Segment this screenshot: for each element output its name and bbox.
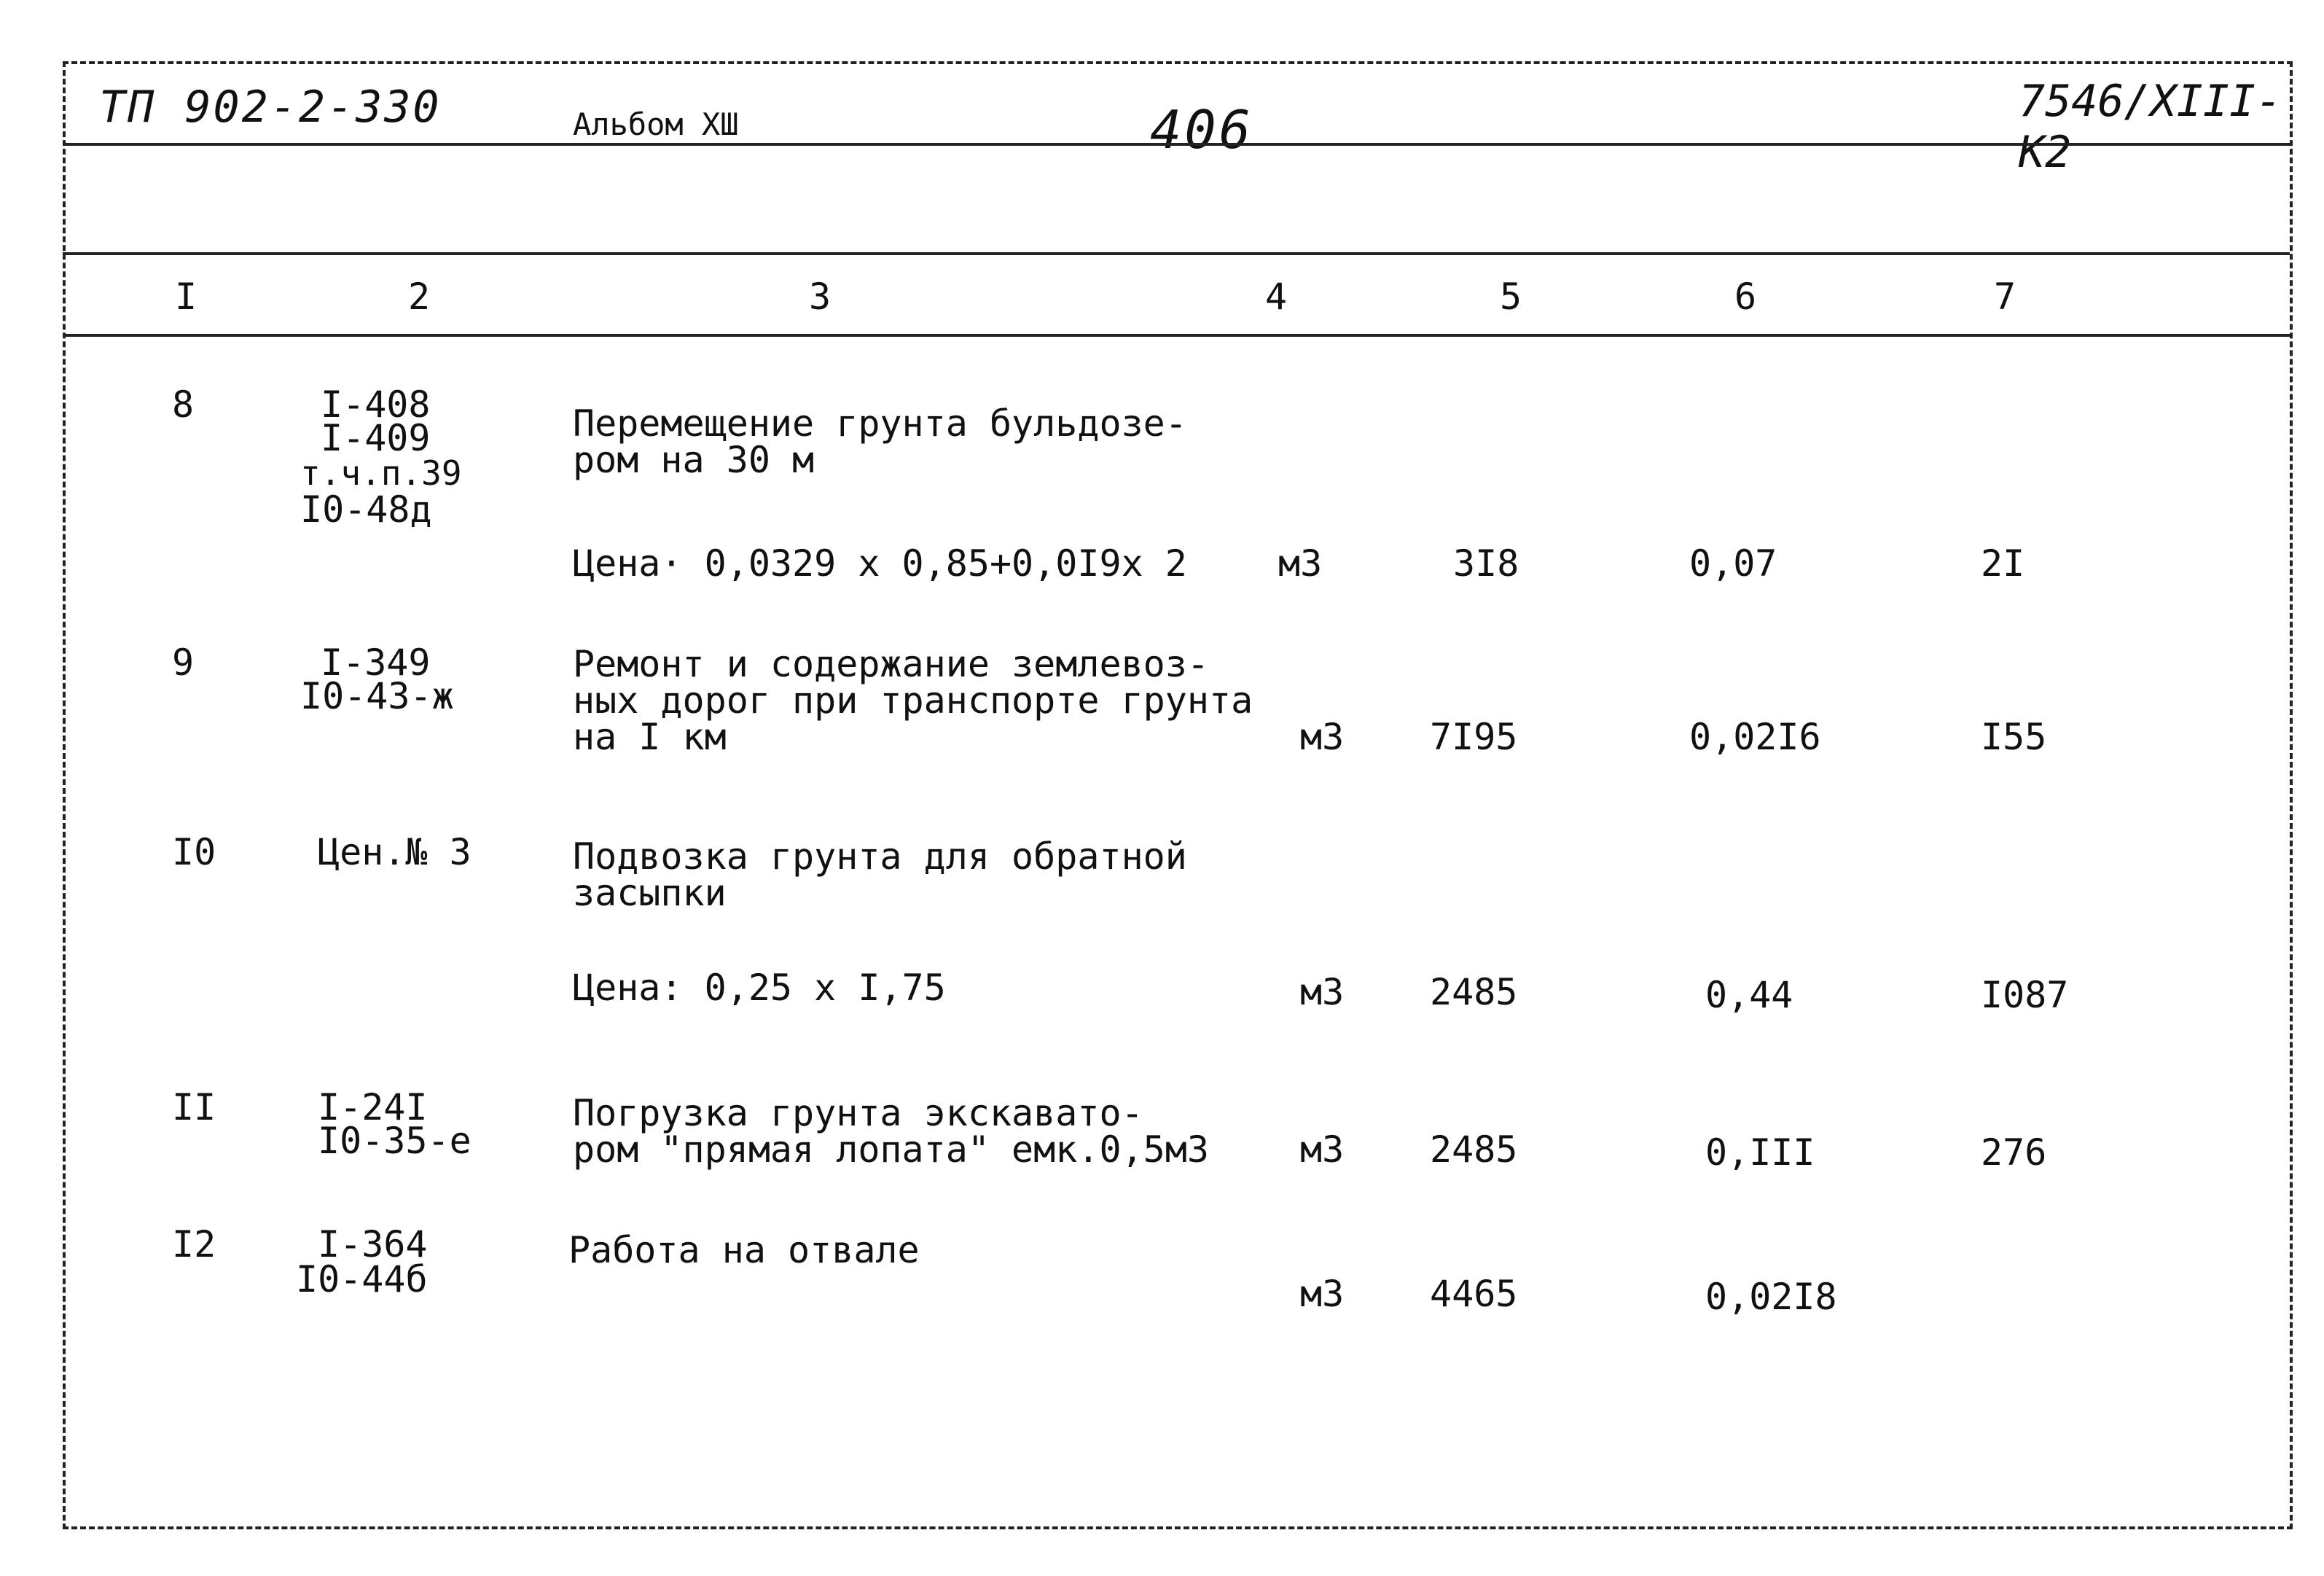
- unit: м3: [1300, 1273, 1345, 1315]
- row-number: II: [172, 1086, 216, 1128]
- quantity: 3I8: [1453, 542, 1519, 585]
- column-header-7: 7: [1994, 276, 2016, 318]
- table-top-rule: [63, 252, 2290, 255]
- page-number: 406: [1150, 99, 1254, 160]
- total-cost: 2I: [1981, 542, 2025, 585]
- norm-ref: I-409: [321, 417, 431, 459]
- norm-ref: I-24I: [318, 1086, 428, 1128]
- album-label: Альбом XШ: [573, 106, 739, 142]
- column-header-2: 2: [408, 276, 431, 318]
- page-frame: [63, 61, 2293, 1529]
- total-cost: 276: [1981, 1131, 2047, 1174]
- column-header-6: 6: [1734, 276, 1757, 318]
- unit-rate: 0,07: [1689, 542, 1777, 585]
- work-description: Перемещение грунта бульдозе- ром на 30 м: [573, 402, 1187, 481]
- norm-ref: I-364: [318, 1223, 428, 1265]
- unit: м3: [1300, 1128, 1345, 1171]
- unit-rate: 0,02I6: [1689, 716, 1821, 758]
- row-number: 8: [172, 383, 195, 426]
- norm-ref: т.ч.п.39: [300, 453, 462, 493]
- quantity: 7I95: [1430, 716, 1518, 758]
- column-header-5: 5: [1500, 276, 1522, 318]
- quantity: 2485: [1430, 1128, 1518, 1171]
- work-description: Работа на отвале: [568, 1229, 920, 1271]
- column-header-1: I: [175, 276, 197, 318]
- document-title: ТП 902-2-330: [99, 82, 442, 133]
- header-rule: [63, 143, 2290, 146]
- norm-ref: I0-44б: [296, 1258, 428, 1300]
- norm-ref: I-349: [321, 641, 431, 684]
- row-number: I2: [172, 1223, 216, 1265]
- price-formula: Цена: 0,25 х I,75: [573, 967, 946, 1009]
- unit-rate: 0,III: [1705, 1131, 1815, 1174]
- document-code: 7546/XIII-K2: [2019, 76, 2282, 178]
- work-description: Погрузка грунта экскавато- ром "прямая лопата" емк.0,5м3: [573, 1092, 1209, 1171]
- total-cost: I087: [1981, 974, 2069, 1016]
- column-header-rule: [63, 334, 2290, 337]
- quantity: 2485: [1430, 971, 1518, 1013]
- norm-ref: I0-43-ж: [300, 675, 454, 717]
- total-cost: I55: [1981, 716, 2047, 758]
- column-header-3: 3: [809, 276, 832, 318]
- work-description: Подвозка грунта для обратной засыпки: [573, 835, 1187, 914]
- quantity: 4465: [1430, 1273, 1518, 1315]
- norm-ref: I0-48д: [300, 488, 432, 531]
- unit: м3: [1278, 542, 1323, 585]
- unit-rate: 0,44: [1705, 974, 1793, 1016]
- norm-ref: I-408: [321, 383, 431, 426]
- unit: м3: [1300, 716, 1345, 758]
- price-formula: Цена· 0,0329 х 0,85+0,0I9х 2: [573, 542, 1187, 585]
- norm-ref: Цен.№ 3: [318, 831, 472, 873]
- unit: м3: [1300, 971, 1345, 1013]
- row-number: I0: [172, 831, 216, 873]
- row-number: 9: [172, 641, 195, 684]
- column-header-4: 4: [1265, 276, 1288, 318]
- norm-ref: I0-35-е: [318, 1120, 472, 1162]
- work-description: Ремонт и содержание землевоз- ных дорог при транспорте грунта на I км: [573, 643, 1253, 758]
- unit-rate: 0,02I8: [1705, 1276, 1837, 1318]
